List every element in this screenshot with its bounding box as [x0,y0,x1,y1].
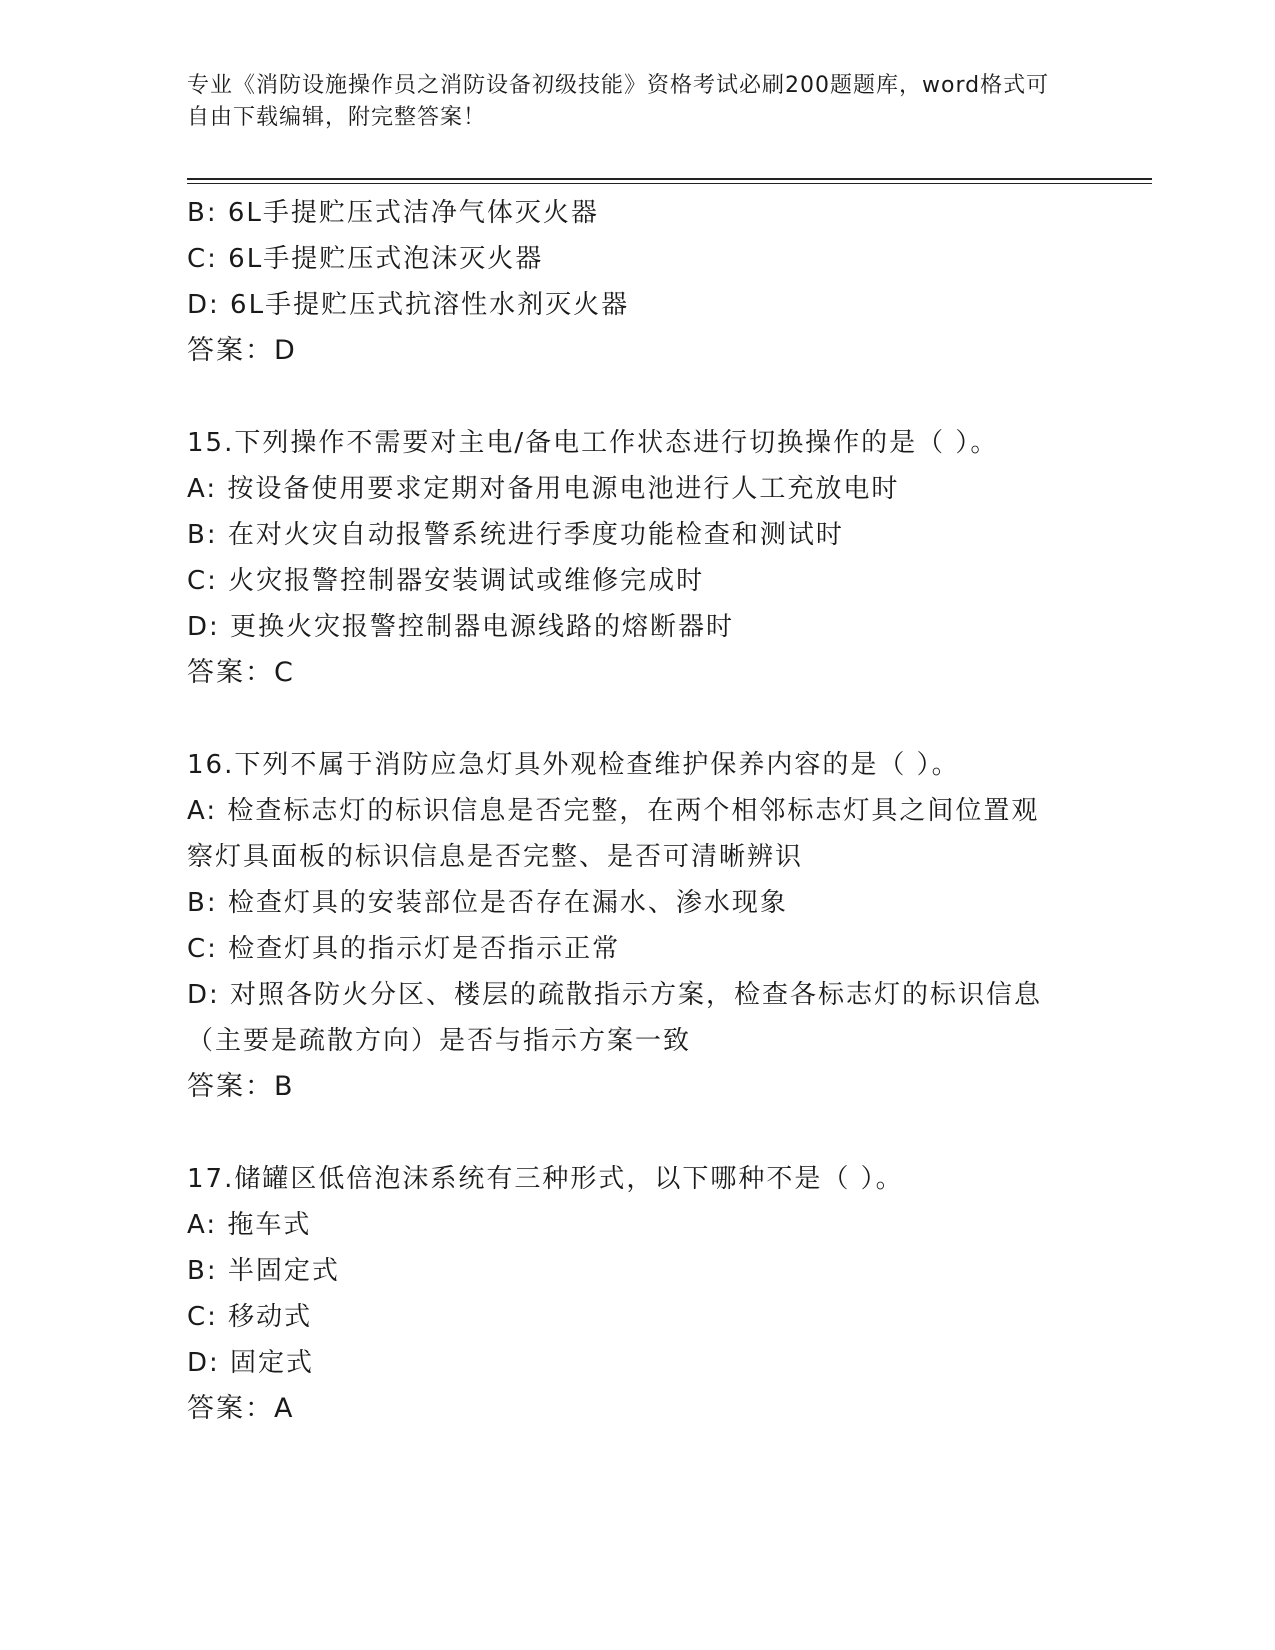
option-a: A: 按设备使用要求定期对备用电源电池进行人工充放电时 [187,474,900,504]
document-header: 专业《消防设施操作员之消防设备初级技能》资格考试必刷200题题库，word格式可自由下载编辑，附完整答案！ [187,73,1050,130]
option-c: C: 检查灯具的指示灯是否指示正常 [187,934,621,964]
option-b: B: 半固定式 [187,1256,340,1286]
option-c: C: 火灾报警控制器安装调试或维修完成时 [187,566,705,596]
option-b: B: 检查灯具的安装部位是否存在漏水、渗水现象 [187,888,788,918]
option-d: D: 固定式 [187,1348,315,1378]
option-b: B: 6L手提贮压式洁净气体灭火器 [187,198,599,228]
question-text: 15.下列操作不需要对主电/备电工作状态进行切换操作的是（ ）。 [187,428,999,458]
question-15 [187,420,1087,696]
option-a-line-2: 察灯具面板的标识信息是否完整、是否可清晰辨识 [187,842,804,872]
option-d: D: 6L手提贮压式抗溶性水剂灭火器 [187,290,630,320]
question-text: 16.下列不属于消防应急灯具外观检查维护保养内容的是（ ）。 [187,750,960,780]
option-c: C: 移动式 [187,1302,313,1332]
question-17 [187,1156,1087,1432]
option-a: A: 拖车式 [187,1210,312,1240]
option-d-line-2: （主要是疏散方向）是否与指示方案一致 [187,1026,692,1056]
answer: 答案：B [187,1071,295,1102]
header-rule-thin [187,183,1152,184]
answer: 答案：D [187,335,297,366]
option-d-line-1: D: 对照各防火分区、楼层的疏散指示方案，检查各标志灯的标识信息 [187,980,1043,1010]
answer: 答案：C [187,657,295,688]
question-16 [187,742,1087,1110]
option-b: B: 在对火灾自动报警系统进行季度功能检查和测试时 [187,520,844,550]
header-rule-thick [187,178,1152,180]
answer: 答案：A [187,1393,295,1424]
option-a-line-1: A: 检查标志灯的标识信息是否完整，在两个相邻标志灯具之间位置观 [187,796,1040,826]
option-c: C: 6L手提贮压式泡沫灭火器 [187,244,544,274]
question-14-partial [187,190,1087,374]
question-list [187,190,1087,1432]
option-d: D: 更换火灾报警控制器电源线路的熔断器时 [187,612,735,642]
question-text: 17.储罐区低倍泡沫系统有三种形式，以下哪种不是（ ）。 [187,1164,904,1194]
